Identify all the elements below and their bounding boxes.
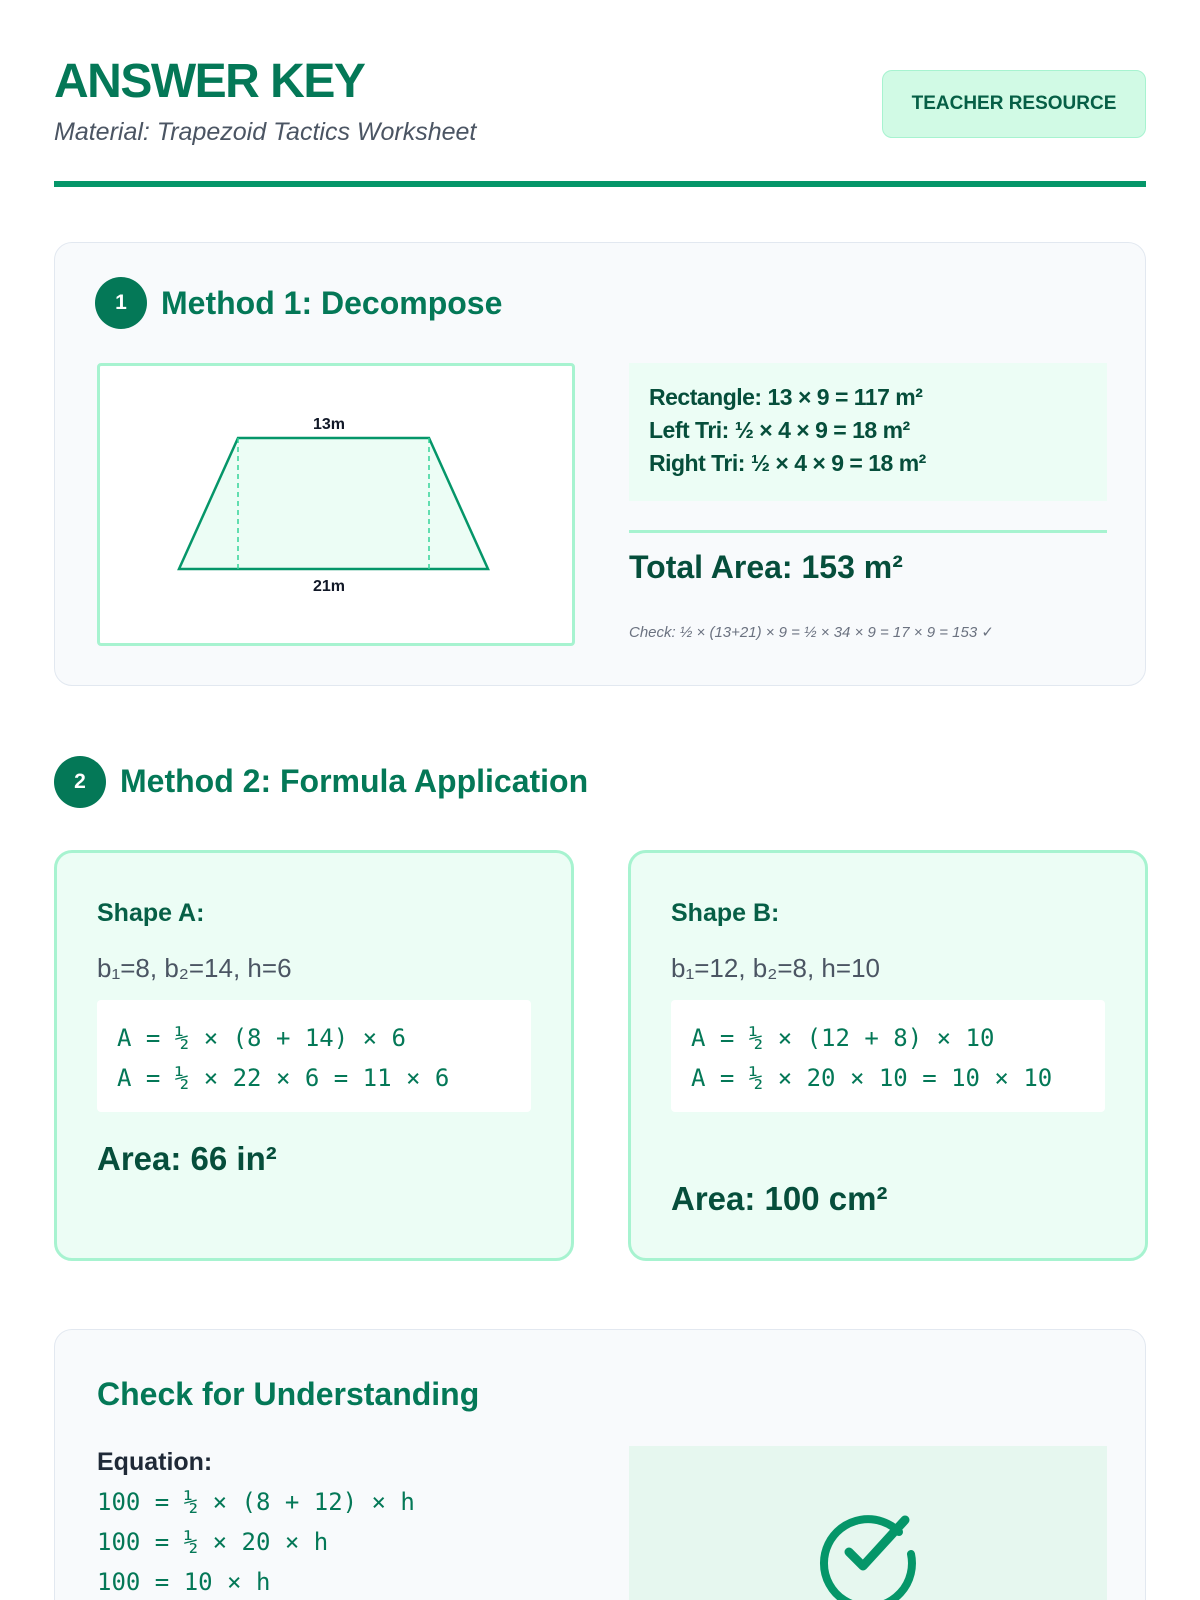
equation-label: Equation: bbox=[97, 1448, 213, 1476]
page-title: ANSWER KEY bbox=[54, 55, 365, 108]
shape-a-work bbox=[97, 1000, 531, 1112]
shape-a-name: Shape A: bbox=[97, 899, 205, 927]
shape-b-card bbox=[628, 850, 1148, 1261]
shape-b-line-2: A = ½ × 20 × 10 = 10 × 10 bbox=[691, 1064, 1053, 1092]
trapezoid-diagram bbox=[97, 363, 575, 646]
calc-divider bbox=[629, 530, 1107, 533]
top-base-label: 13m bbox=[312, 416, 346, 433]
method1-step-number: 1 bbox=[95, 277, 147, 329]
trapezoid-svg bbox=[100, 366, 572, 643]
left-triangle-calc: Left Tri: ½ × 4 × 9 = 18 m² bbox=[649, 417, 910, 443]
method1-card bbox=[54, 242, 1146, 686]
method2-step-number: 2 bbox=[54, 756, 106, 808]
bottom-base-label: 21m bbox=[312, 578, 346, 595]
check-result-panel bbox=[629, 1446, 1107, 1600]
right-triangle-calc: Right Tri: ½ × 4 × 9 = 18 m² bbox=[649, 450, 926, 476]
shape-a-line-2: A = ½ × 22 × 6 = 11 × 6 bbox=[117, 1064, 450, 1092]
total-area: Total Area: 153 m² bbox=[629, 549, 903, 585]
equation-line-3: 100 = 10 × h bbox=[97, 1568, 271, 1596]
method2-title: Method 2: Formula Application bbox=[120, 763, 589, 799]
shape-a-given: b₁=8, b₂=14, h=6 bbox=[97, 953, 292, 983]
decompose-calculations bbox=[629, 363, 1107, 501]
check-note: Check: ½ × (13+21) × 9 = ½ × 34 × 9 = 17 × 9 = 153 ✓ bbox=[629, 624, 994, 641]
header-divider bbox=[54, 181, 1146, 187]
trapezoid-shape bbox=[179, 438, 488, 569]
shape-b-line-1: A = ½ × (12 + 8) × 10 bbox=[691, 1024, 995, 1052]
teacher-resource-badge: TEACHER RESOURCE bbox=[882, 70, 1146, 138]
shape-b-given: b₁=12, b₂=8, h=10 bbox=[671, 953, 880, 983]
rectangle-calc: Rectangle: 13 × 9 = 117 m² bbox=[649, 384, 923, 410]
shape-b-work bbox=[671, 1000, 1105, 1112]
check-circle-icon bbox=[815, 1502, 919, 1600]
equation-line-1: 100 = ½ × (8 + 12) × h bbox=[97, 1488, 415, 1516]
method1-title: Method 1: Decompose bbox=[161, 285, 503, 321]
shape-b-area: Area: 100 cm² bbox=[671, 1180, 888, 1217]
check-understanding-card bbox=[54, 1329, 1146, 1600]
page-subtitle: Material: Trapezoid Tactics Worksheet bbox=[54, 118, 477, 146]
check-understanding-title: Check for Understanding bbox=[97, 1376, 480, 1412]
shape-a-card bbox=[54, 850, 574, 1261]
shape-a-area: Area: 66 in² bbox=[97, 1140, 277, 1177]
shape-a-line-1: A = ½ × (8 + 14) × 6 bbox=[117, 1024, 406, 1052]
equation-line-2: 100 = ½ × 20 × h bbox=[97, 1528, 329, 1556]
page-header bbox=[54, 56, 1146, 186]
equation-lines bbox=[97, 1482, 415, 1600]
shape-b-name: Shape B: bbox=[671, 899, 780, 927]
